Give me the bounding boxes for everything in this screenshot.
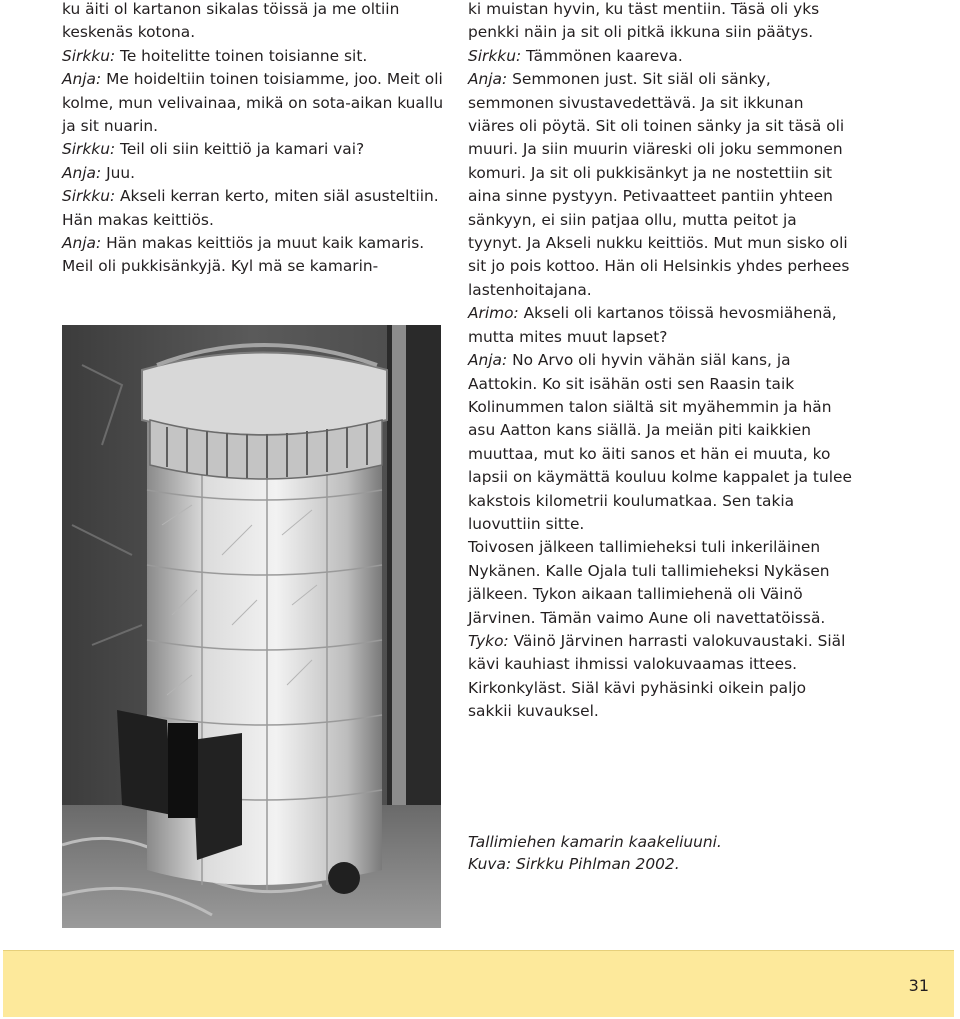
paragraph-text: Akseli oli kartanos töissä hevosmiähenä, mutta mites muut lapset? [468,304,837,346]
caption-title: Tallimiehen kamarin kaakeliuuni. [468,833,722,851]
paragraph-text: Juu. [101,163,136,182]
right-text-column [468,0,852,724]
paragraph [468,68,852,302]
paragraph-text: No Arvo oli hyvin vähän siäl kans, ja Aattokin. Ko sit isähän osti sen Raasin taik Kolinummen talon siältä sit myähemmin ja hän asu Aatton kans siällä. Ja meiän piti kaikkien muuttaa, mut ko äiti sanos et hän ei muuta, ko lapsii on käymättä kouluu kolme kappalet ja tulee kakstois kilometrii koulumatkaa. Sen takia luovuttiin sitte. [468,351,852,533]
paragraph [468,45,852,68]
paragraph [62,68,444,138]
paragraph-text: Toivosen jälkeen tallimieheksi tuli inkeriläinen Nykänen. Kalle Ojala tuli tallimieheksi Nykäsen jälkeen. Tykon aikaan tallimiehenä oli Väinö Järvinen. Tämän vaimo Aune oli navettatöissä. [468,538,830,627]
speaker-label: Anja: [62,163,102,182]
speaker-label: Sirkku: [62,46,116,65]
speaker-label: Sirkku: [468,46,522,65]
paragraph-text: Te hoitelitte toinen toisianne sit. [115,46,368,65]
paragraph [62,162,444,185]
paragraph-text: Tämmönen kaareva. [521,46,683,65]
paragraph-text: Semmonen just. Sit siäl oli sänky, semmonen sivustavedettävä. Ja sit ikkunan viäres oli pöytä. Sit oli toinen sänky ja sit täsä oli muuri. Ja siin muurin viäreski oli joku semmonen komuri. Ja sit oli pukkisänkyt ja ne nostettiin sit aina sinne pystyyn. Petivaatteet pantiin yhteen sänkyyn, ei siin patjaa ollu, mutta peitot ja tyynyt. Ja Akseli nukku keittiös. Mut mun sisko oli sit jo pois kottoo. Hän oli Helsinkis yhdes perhees lastenhoitajana. [468,70,850,299]
paragraph [62,0,444,45]
paragraph [468,349,852,536]
paragraph [62,185,444,232]
paragraph [468,0,852,45]
paragraph [62,45,444,68]
page-number: 31 [908,976,929,995]
speaker-label: Anja: [468,351,508,370]
paragraph [468,536,852,630]
speaker-label: Anja: [62,70,102,89]
paragraph-text: Teil oli siin keittiö ja kamari vai? [115,140,365,159]
paragraph-text: Akseli kerran kerto, miten siäl asusteltiin. Hän makas keittiös. [62,187,439,229]
speaker-label: Anja: [468,70,508,89]
paragraph [62,232,444,279]
caption-credit: Kuva: Sirkku Pihlman 2002. [468,855,680,873]
paragraph-text: ku äiti ol kartanon sikalas töissä ja me oltiin keskenäs kotona. [62,0,400,42]
photo-caption [468,831,848,875]
paragraph [62,138,444,161]
footer-band [3,950,954,1017]
speaker-label: Sirkku: [62,140,116,159]
speaker-label: Arimo: [468,304,519,323]
paragraph-text: ki muistan hyvin, ku täst mentiin. Täsä oli yks penkki näin ja sit oli pitkä ikkuna siin päätys. [468,0,820,42]
speaker-label: Tyko: [468,631,509,650]
speaker-label: Sirkku: [62,187,116,206]
paragraph-text: Me hoideltiin toinen toisiamme, joo. Meit oli kolme, mun velivainaa, mikä on sota-aikan kuallu ja sit nuarin. [62,70,444,136]
paragraph [468,302,852,349]
paragraph-text: Väinö Järvinen harrasti valokuvaustaki. Siäl kävi kauhiast ihmissi valokuvaamas ittees. Kirkonkyläst. Siäl kävi pyhäsinki oikein paljo sakkii kuvauksel. [468,631,846,721]
speaker-label: Anja: [62,234,102,253]
left-text-column [62,0,444,279]
paragraph-text: Hän makas keittiös ja muut kaik kamaris. Meil oli pukkisänkyjä. Kyl mä se kamarin- [62,234,425,276]
paragraph [468,630,852,724]
tile-stove-photo [62,325,441,928]
